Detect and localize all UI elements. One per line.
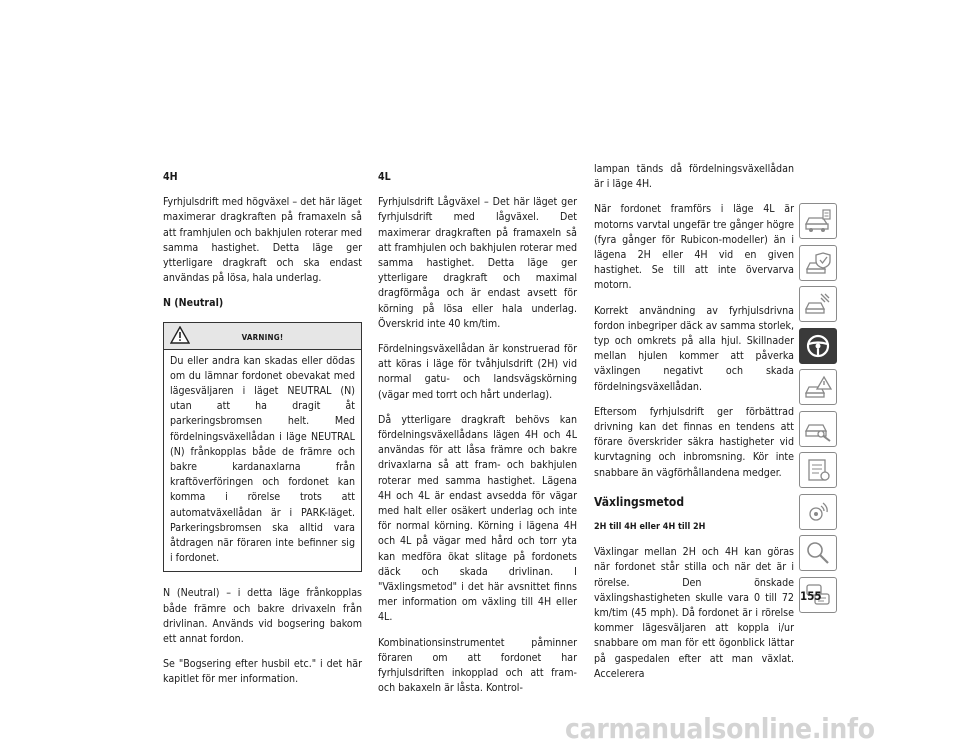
multimedia-icon [803, 498, 833, 526]
index-search-icon [803, 539, 833, 567]
watermark: carmanualsonline.info [565, 712, 875, 745]
subheading-2h-4h: 2H till 4H eller 4H till 2H [594, 522, 706, 533]
tab-technical-specifications[interactable] [799, 452, 837, 488]
heading-shift-method: Växlingsmetod [594, 494, 685, 509]
paragraph-transfer-case: Fördelningsväxellådan är konstruerad för att köras i läge för tvåhjulsdrift (2H) vid normal gatu- och landsvägskörning (vägar med torrt och hårt underlag). [378, 343, 577, 401]
paragraph-4l: Fyrhjulsdrift Lågväxel – Det här läget ger fyrhjulsdrift med lågväxel. Det maximerar dragkraften på framaxeln så att framhjulen och bakhjulen roterar med samma hastighet. Detta läge ger ytterligare dragkraft och maximal dragförmåga och är endast avsett för körning på lösa eller hala underlag. Överskrid inte 40 km/tim. [378, 196, 577, 330]
service-icon [803, 415, 833, 443]
heading-4h: 4H [163, 171, 178, 183]
car-info-icon [803, 207, 833, 235]
column-left [163, 170, 362, 698]
emergency-icon [803, 373, 833, 401]
tab-starting-operating[interactable] [799, 328, 837, 364]
vehicle-features-icon [803, 290, 833, 318]
paragraph-lamp: lampan tänds då fördelningsväxellådan är i läge 4H. [594, 163, 794, 191]
tab-service[interactable] [799, 411, 837, 447]
paragraph-4h: Fyrhjulsdrift med högväxel – det här läget maximerar dragkraften på framaxeln så att framhjulen och bakhjulen roterar med samma hastighet. Detta läge ger ytterligare dragkraft och ska endast användas på lösa, hala underlag. [163, 196, 362, 285]
tab-car-info[interactable] [799, 203, 837, 239]
warning-header [164, 323, 361, 350]
heading-neutral: N (Neutral) [163, 297, 224, 310]
column-middle [378, 170, 577, 707]
warning-box [163, 322, 362, 573]
safety-icon [803, 249, 833, 277]
paragraph-speed: Eftersom fyrhjulsdrift ger förbättrad drivning kan det finnas en tendens att förare överskrider säkra hastigheter vid kurvtagning och inbromsning. Kör inte snabbare än vägförhållandena medger. [594, 405, 794, 479]
tab-safety[interactable] [799, 245, 837, 281]
paragraph-neutral: N (Neutral) – i detta läge frånkopplas både främre och bakre drivaxeln från drivlinan. Används vid bogsering bakom ett annat fordon. [163, 587, 362, 646]
tab-multimedia[interactable] [799, 494, 837, 530]
paragraph-traction: Då ytterligare dragkraft behövs kan fördelningsväxellådans lägen 4H och 4L användas för att låsa främre och bakre drivaxlarna så att fram- och bakhjulen roterar med samma hastighet. Lägena 4H och 4L är endast avsedda för vägar med halt eller osäkert underlag och inte för normal körning. Körning i lägena 4H och 4L på vägar med hård och torr yta kan medföra ökat slitage på fordonets däck och skada drivlinan. I "Växlingsmetod" i det här avsnittet finns mer information om växling till 4H eller 4L. [378, 413, 577, 624]
paragraph-cluster: Kombinationsinstrumentet påminner föraren om att fordonet har fyrhjulsdriften inkopplad och att fram- och bakaxeln är låsta. Kontrol- [378, 636, 577, 695]
tab-index[interactable] [799, 535, 837, 571]
paragraph-rpm: När fordonet framförs i läge 4L är motorns varvtal ungefär tre gånger högre (fyra gånger för Rubicon-modeller) än i lägena 2H eller 4H vid en given hastighet. Se till att inte övervarva motorn. [594, 203, 794, 292]
tab-vehicle-features[interactable] [799, 286, 837, 322]
paragraph-shifting: Växlingar mellan 2H och 4H kan göras när fordonet står stilla och när det är i rörelse. Den önskade växlingshastigheten skulle vara 0 till 72 km/tim (45 mph). Då fordonet är i rörelse kommer lägesväljaren att koppla i/ur snabbare om man för ett ögonblick lättar på gaspedalen efter att man växlat. Accelerera [594, 546, 794, 680]
chapter-tabs [799, 203, 839, 618]
column-right [594, 162, 794, 692]
paragraph-tires: Korrekt användning av fyrhjulsdrivna fordon inbegriper däck av samma storlek, typ och omkrets på alla hjul. Skillnader mellan hjulen kommer att påverka växlingen negativt och skada fördelningsväxellådan. [594, 304, 794, 393]
warning-text: Du eller andra kan skadas eller dödas om du lämnar fordonet obevakat med lägesväljaren i läget NEUTRAL (N) utan att ha dragit åt parkeringsbromsen helt. Med fördelningsväxellådan i läge NEUTRAL (N) frånkopplas både de främre och bakre kardanaxlarna från kraftöverföringen och fordonet kan komma i rörelse trots att automatväxellådan är i PARK-läget. Parkeringsbromsen ska alltid vara åtdragen när föraren inte befinner sig i fordonet. [170, 354, 355, 565]
heading-4l: 4L [378, 171, 391, 183]
steering-wheel-icon [803, 332, 833, 360]
paragraph-reference: Se "Bogsering efter husbil etc." i det här kapitlet för mer information. [163, 658, 362, 686]
warning-title: VARNING! [241, 332, 284, 342]
technical-spec-icon [803, 456, 833, 484]
tab-emergency[interactable] [799, 369, 837, 405]
page-number: 155 [800, 589, 822, 603]
